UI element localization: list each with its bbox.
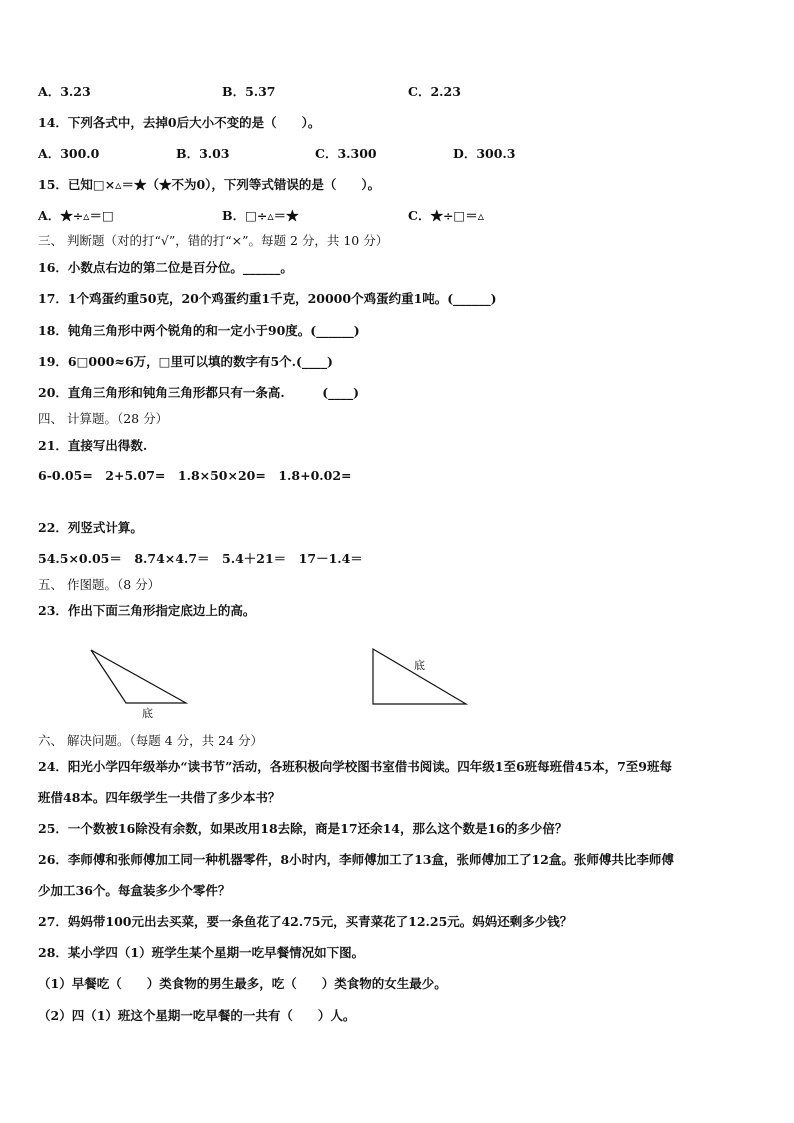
q21-items: 6-0.05= 2+5.07= 1.8×50×20= 1.8+0.02=: [38, 468, 352, 483]
q14-option-d: D．300.3: [453, 146, 516, 161]
q20: 20．直角三角形和钝角三角形都只有一条高. (____): [38, 385, 360, 400]
q17: 17．1个鸡蛋约重50克，20个鸡蛋约重1千克，20000个鸡蛋约重1吨。(______): [38, 291, 497, 306]
section-6-title: 六、 解决问题。（每题 4 分，共 24 分）: [38, 733, 263, 748]
q26-line-2: 少加工36个。每盒装多少个零件？: [38, 883, 231, 898]
section-3-title: 三、 判断题（对的打“√”，错的打“×”。每题 2 分，共 10 分）: [38, 233, 389, 248]
section-4-title: 四、 计算题。（28 分）: [38, 411, 169, 426]
q15-option-a: A．★÷▵＝□: [38, 208, 114, 223]
q14-option-b: B．3.03: [176, 146, 230, 161]
q24-line-1: 24．阳光小学四年级举办“读书节”活动，各班积极向学校图书室借书阅读。四年级1至6班每班借45本，7至9班每: [38, 759, 672, 774]
q28-stem: 28．某小学四（1）班学生某个星期一吃早餐情况如下图。: [38, 945, 365, 960]
q15-option-b: B．□÷▵＝★: [222, 208, 299, 223]
q27: 27．妈妈带100元出去买菜，要一条鱼花了42.75元，买青菜花了12.25元。妈妈还剩多少钱？: [38, 914, 573, 929]
q23-stem: 23．作出下面三角形指定底边上的高。: [38, 603, 256, 618]
q15-stem: 15．已知□×▵＝★（★不为0），下列等式错误的是（ ）。: [38, 177, 381, 192]
q28-sub-1: （1）早餐吃（ ）类食物的男生最多，吃（ ）类食物的女生最少。: [38, 976, 447, 991]
q28-sub-2: （2）四（1）班这个星期一吃早餐的一共有（ ）人。: [38, 1008, 356, 1023]
q18: 18．钝角三角形中两个锐角的和一定小于90度。(______): [38, 323, 360, 338]
q19: 19．6□000≈6万，□里可以填的数字有5个.(____): [38, 354, 333, 369]
q14-option-c: C．3.300: [315, 146, 377, 161]
q15-option-c: C．★÷□＝▵: [408, 208, 485, 223]
q22-items: 54.5×0.05＝ 8.74×4.7＝ 5.4＋21＝ 17－1.4＝: [38, 551, 363, 566]
triangle-1-base-label: 底: [142, 707, 153, 720]
q16: 16．小数点右边的第二位是百分位。______。: [38, 260, 293, 275]
q24-line-2: 班借48本。四年级学生一共借了多少本书？: [38, 790, 281, 805]
q14-stem: 14．下列各式中，去掉0后大小不变的是（ ）。: [38, 115, 321, 130]
right-triangle: [373, 649, 466, 704]
q21-stem: 21．直接写出得数.: [38, 438, 148, 453]
q25: 25．一个数被16除没有余数，如果改用18去除，商是17还余14，那么这个数是16的多少倍？: [38, 821, 568, 836]
q14-option-a: A．300.0: [38, 146, 100, 161]
q26-line-1: 26．李师傅和张师傅加工同一种机器零件，8小时内，李师傅加工了13盒，张师傅加工了12盒。张师傅共比李师傅: [38, 852, 674, 867]
triangle-2-base-label: 底: [414, 659, 425, 672]
q13-option-b: B．5.37: [222, 84, 276, 99]
q13-option-c: C．2.23: [408, 84, 461, 99]
q13-option-a: A．3.23: [38, 84, 91, 99]
obtuse-triangle: [91, 650, 186, 703]
q22-stem: 22．列竖式计算。: [38, 520, 143, 535]
section-5-title: 五、 作图题。（8 分）: [38, 577, 161, 592]
